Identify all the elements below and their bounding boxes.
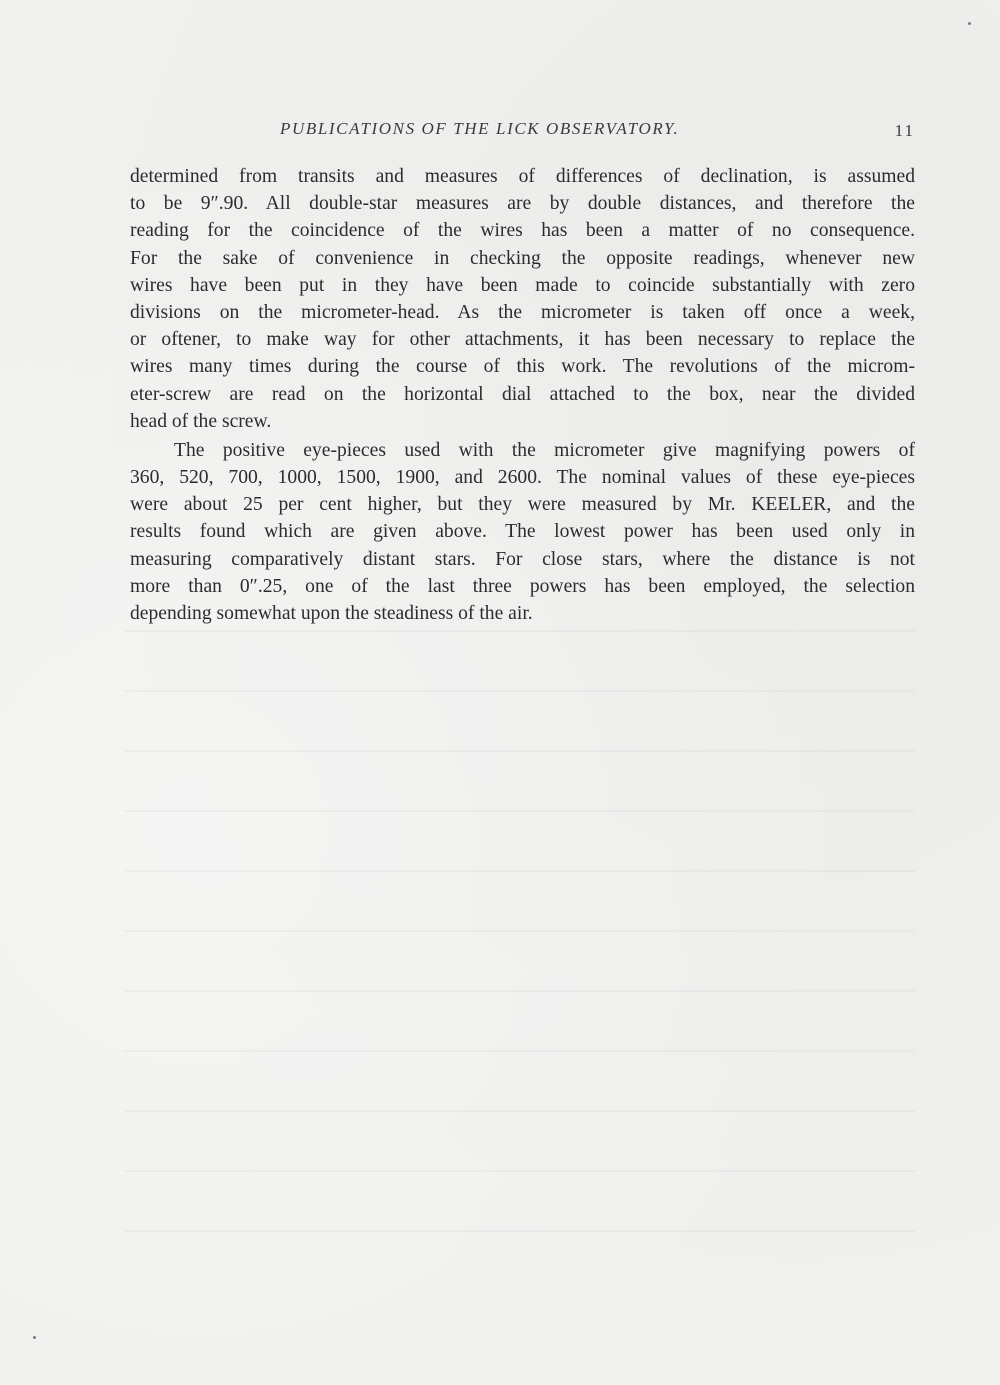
text-line: wires many times during the course of this work. The revolutions of the microm- — [130, 356, 915, 378]
show-through-line — [125, 1110, 915, 1112]
show-through-line — [125, 1230, 915, 1232]
text-line: determined from transits and measures of differences of declination, is assumed — [130, 166, 915, 187]
text-line: measuring comparatively distant stars. For close stars, where the distance is not — [130, 548, 915, 570]
show-through-line — [125, 690, 915, 692]
text-line: divisions on the micrometer-head. As the micrometer is taken off once a week, — [130, 301, 915, 323]
speck-mark — [33, 1336, 36, 1339]
speck-mark — [968, 22, 971, 25]
text-line: to be 9″.90. All double-star measures are by double distances, and therefore the — [130, 193, 915, 215]
text-line: wires have been put in they have been made to coincide substantially with zero — [130, 274, 915, 296]
running-head — [130, 119, 915, 147]
text-line: head of the screw. — [130, 410, 272, 432]
show-through-line — [125, 630, 915, 632]
show-through-line — [125, 750, 915, 752]
page-number: 11 — [894, 121, 915, 140]
text-line: eter-screw are read on the horizontal dial attached to the box, near the divided — [130, 383, 915, 405]
paragraph — [130, 163, 915, 435]
text-line: The positive eye-pieces used with the micrometer give magnifying powers of — [174, 439, 915, 461]
text-line: results found which are given above. The lowest power has been used only in — [130, 521, 915, 543]
text-line: or oftener, to make way for other attachments, it has been necessary to replace the — [130, 329, 915, 351]
show-through-line — [125, 810, 915, 812]
text-line: more than 0″.25, one of the last three powers has been employed, the selection — [130, 575, 915, 597]
show-through-line — [125, 870, 915, 872]
show-through-line — [125, 990, 915, 992]
text-line: depending somewhat upon the steadiness of the air. — [130, 603, 533, 624]
body-text — [130, 163, 915, 627]
show-through-line — [125, 930, 915, 932]
show-through-line — [125, 1050, 915, 1052]
paragraph — [130, 437, 915, 627]
text-line: were about 25 per cent higher, but they were measured by Mr. KEELER, and the — [130, 494, 915, 516]
text-line: reading for the coincidence of the wires has been a matter of no consequence. — [130, 220, 915, 242]
show-through-line — [125, 1170, 915, 1172]
running-title: PUBLICATIONS OF THE LICK OBSERVATORY. — [280, 119, 680, 138]
text-line: 360, 520, 700, 1000, 1500, 1900, and 2600. The nominal values of these eye-pieces — [130, 467, 915, 489]
text-line: For the sake of convenience in checking the opposite readings, whenever new — [130, 247, 915, 269]
